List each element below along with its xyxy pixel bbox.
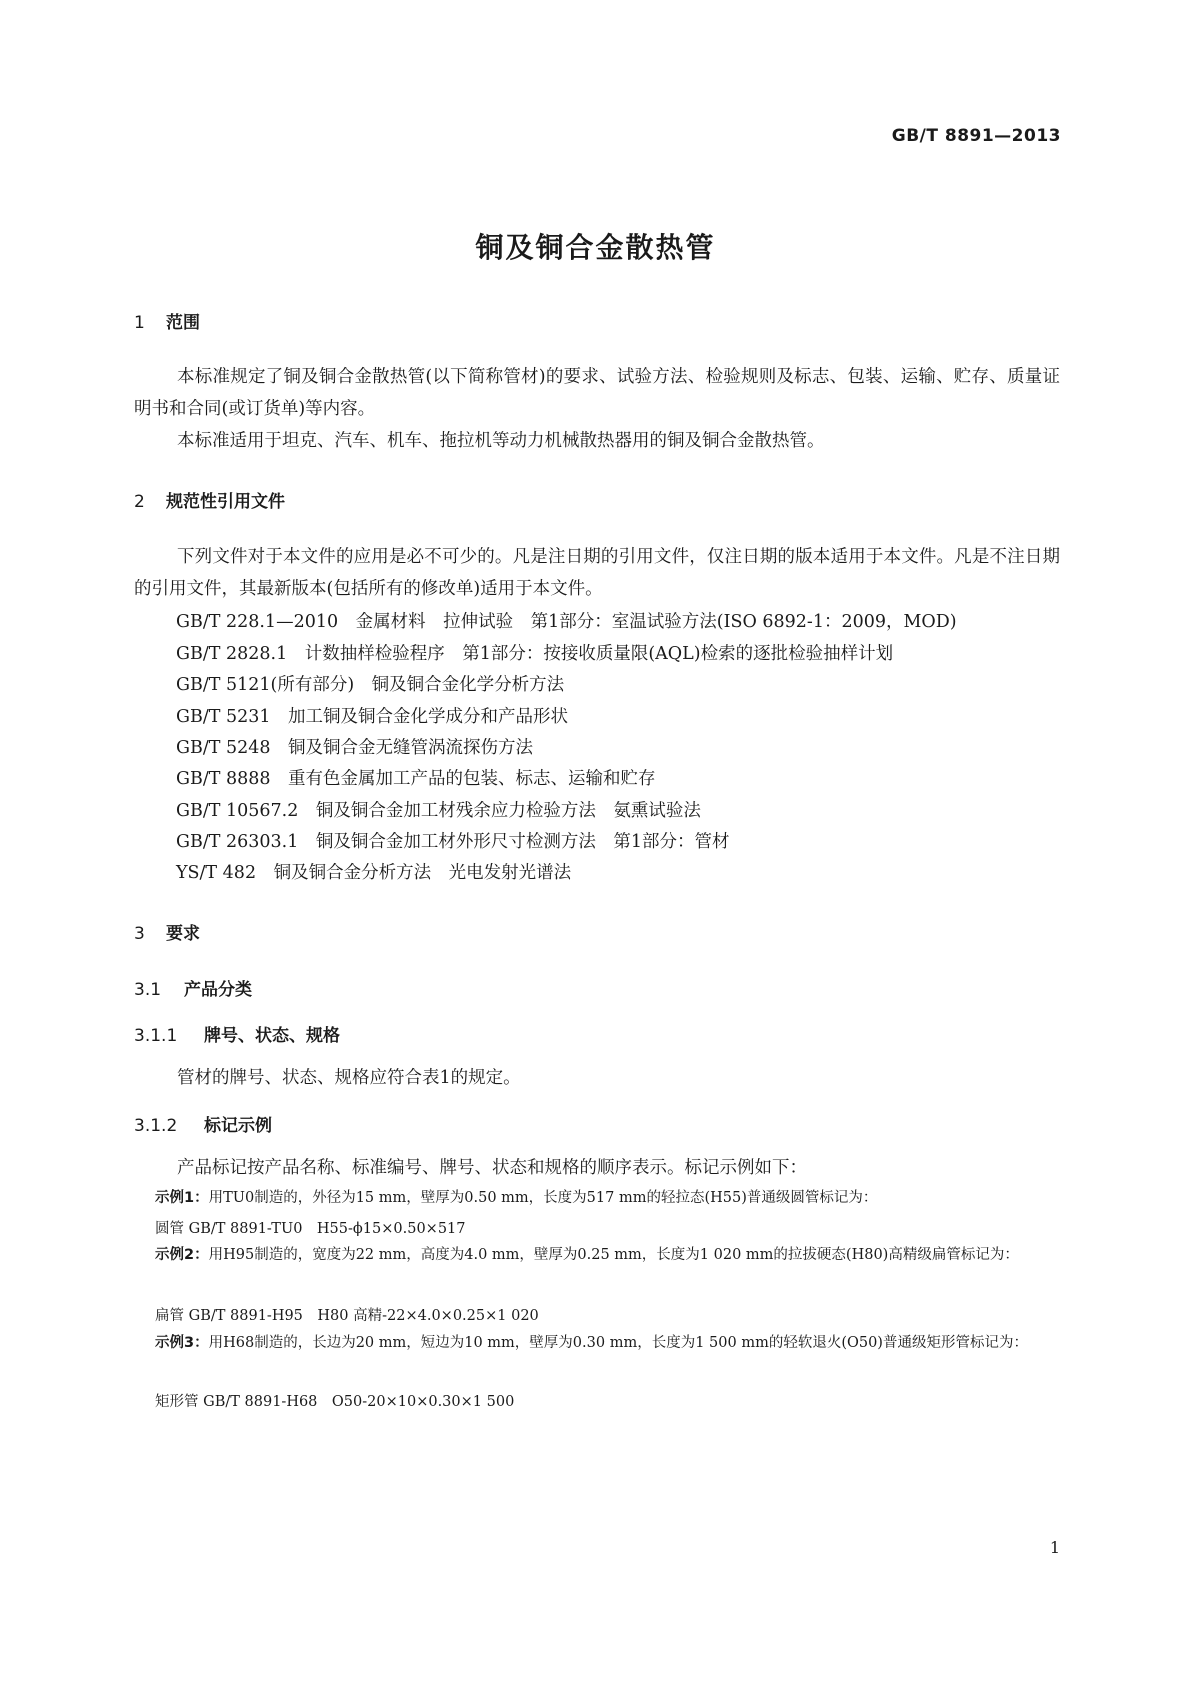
section-3-1-heading (134, 975, 252, 1000)
example-label: 示例1： (155, 1190, 209, 1206)
example-1 (155, 1182, 1060, 1214)
section-title: 产品分类 (184, 980, 252, 1000)
section-1-heading (134, 308, 200, 333)
section-3-1-1-heading (134, 1021, 340, 1046)
reference-item: GB/T 5248 铜及铜合金无缝管涡流探伤方法 (176, 738, 534, 758)
section-title: 规范性引用文件 (166, 492, 285, 512)
normative-intro: 下列文件对于本文件的应用是必不可少的。凡是注日期的引用文件，仅注日期的版本适用于本文件。凡是不注日期的引用文件，其最新版本(包括所有的修改单)适用于本文件。 (134, 547, 1060, 599)
reference-item: GB/T 8888 重有色金属加工产品的包装、标志、运输和贮存 (176, 769, 656, 789)
example-3 (155, 1327, 1060, 1359)
section-3-heading (134, 919, 200, 944)
section-number: 2 (134, 492, 145, 512)
example-label: 示例3： (155, 1335, 209, 1351)
section-title: 范围 (166, 313, 200, 333)
marking-intro: 产品标记按产品名称、标准编号、牌号、状态和规格的顺序表示。标记示例如下： (177, 1158, 807, 1178)
page-number: 1 (1049, 1538, 1060, 1557)
example-1-mark: 圆管 GB/T 8891-TU0 H55-ϕ15×0.50×517 (155, 1221, 466, 1237)
section-number: 3.1 (134, 980, 162, 1000)
standard-code: GB/T 8891—2013 (891, 126, 1061, 146)
example-2-mark: 扁管 GB/T 8891-H95 H80 高精-22×4.0×0.25×1 020 (155, 1308, 539, 1324)
reference-item: GB/T 26303.1 铜及铜合金加工材外形尺寸检测方法 第1部分：管材 (176, 832, 730, 852)
section-3-1-2-heading (134, 1111, 272, 1136)
section-title: 要求 (166, 924, 200, 944)
section-number: 3.1.1 (134, 1026, 178, 1046)
section-number: 3.1.2 (134, 1116, 178, 1136)
reference-item: YS/T 482 铜及铜合金分析方法 光电发射光谱法 (176, 863, 572, 883)
reference-item: GB/T 2828.1 计数抽样检验程序 第1部分：按接收质量限(AQL)检索的逐批检验抽样计划 (176, 644, 894, 664)
classification-paragraph: 管材的牌号、状态、规格应符合表1的规定。 (177, 1068, 521, 1088)
section-number: 1 (134, 313, 145, 333)
scope-paragraph-2: 本标准适用于坦克、汽车、机车、拖拉机等动力机械散热器用的铜及铜合金散热管。 (177, 431, 825, 451)
section-2-heading (134, 487, 285, 512)
reference-item: GB/T 5121(所有部分) 铜及铜合金化学分析方法 (176, 675, 565, 695)
example-text: 用H95制造的，宽度为22 mm，高度为4.0 mm，壁厚为0.25 mm，长度为1 020 mm的拉拔硬态(H80)高精级扁管标记为： (208, 1247, 1019, 1263)
section-title: 牌号、状态、规格 (204, 1026, 340, 1046)
section-number: 3 (134, 924, 145, 944)
example-text: 用TU0制造的，外径为15 mm，壁厚为0.50 mm，长度为517 mm的轻拉态(H55)普通级圆管标记为： (208, 1190, 878, 1206)
example-text: 用H68制造的，长边为20 mm，短边为10 mm，壁厚为0.30 mm，长度为1 500 mm的轻软退火(O50)普通级矩形管标记为： (208, 1335, 1028, 1351)
reference-item: GB/T 5231 加工铜及铜合金化学成分和产品形状 (176, 707, 569, 727)
document-title: 铜及铜合金散热管 (475, 231, 716, 264)
example-3-mark: 矩形管 GB/T 8891-H68 O50-20×10×0.30×1 500 (155, 1394, 515, 1410)
reference-item: GB/T 228.1—2010 金属材料 拉伸试验 第1部分：室温试验方法(ISO 6892-1：2009，MOD) (176, 612, 957, 632)
example-label: 示例2： (155, 1247, 209, 1263)
section-title: 标记示例 (204, 1116, 272, 1136)
example-2 (155, 1239, 1060, 1271)
scope-paragraph-1: 本标准规定了铜及铜合金散热管(以下简称管材)的要求、试验方法、检验规则及标志、包装、运输、贮存、质量证明书和合同(或订货单)等内容。 (134, 367, 1060, 419)
reference-item: GB/T 10567.2 铜及铜合金加工材残余应力检验方法 氨熏试验法 (176, 801, 701, 821)
